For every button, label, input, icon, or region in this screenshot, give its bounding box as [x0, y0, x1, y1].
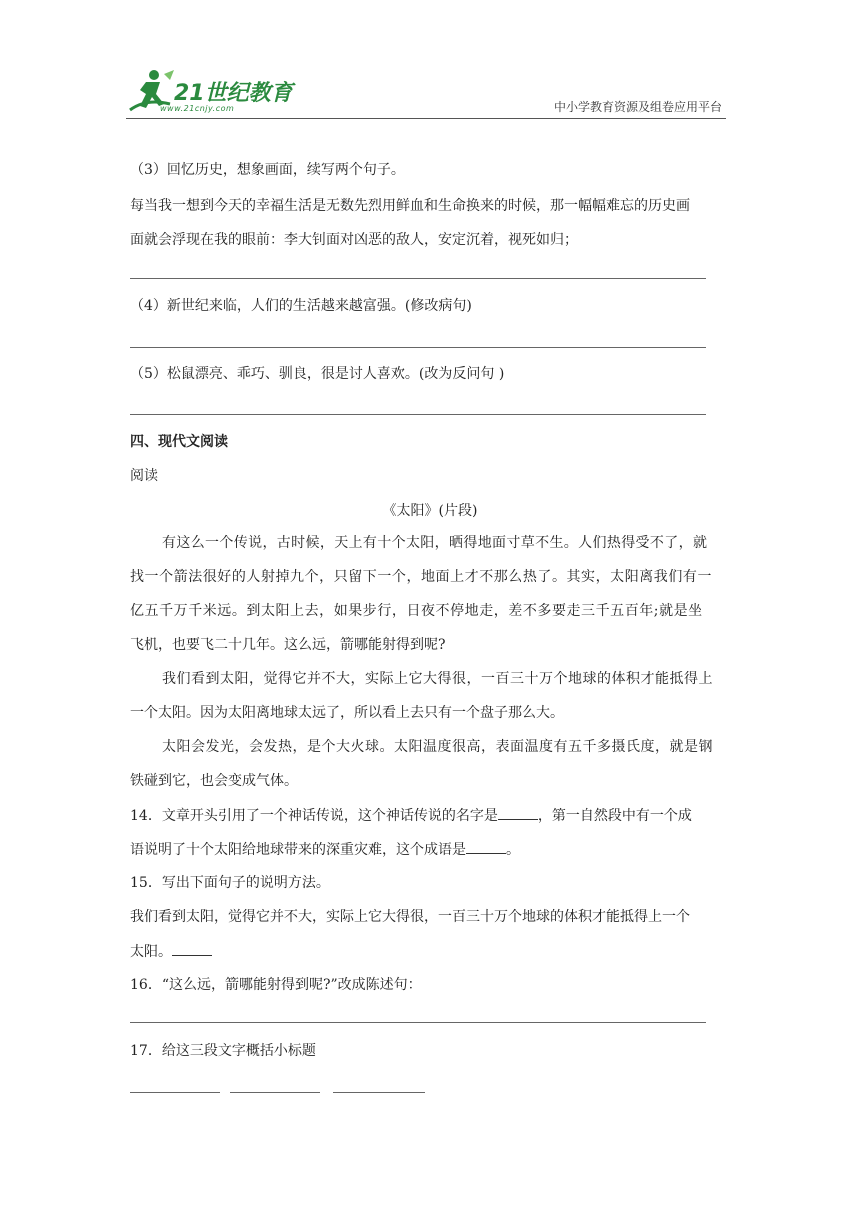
- q15-line2: [130, 941, 212, 962]
- q3-answer-line[interactable]: [130, 278, 706, 279]
- passage-p1-line: 找一个箭法很好的人射掉九个，只留下一个，地面上才不那么热了。其实，太阳离我们有一: [130, 569, 712, 585]
- q15-prompt: 15．写出下面句子的说明方法。: [130, 875, 330, 891]
- q16-answer-line[interactable]: [130, 1022, 706, 1023]
- q14-line2: [130, 839, 520, 860]
- passage-p2-line: 一个太阳。因为太阳离地球太远了，所以看上去只有一个盘子那么大。: [130, 705, 564, 721]
- q3-line2: 面就会浮现在我的眼前：李大钊面对凶恶的敌人，安定沉着，视死如归；: [130, 232, 578, 248]
- passage-p1-line: 有这么一个传说，古时候，天上有十个太阳，晒得地面寸草不生。人们热得受不了，就: [162, 535, 708, 551]
- q5-answer-line[interactable]: [130, 414, 706, 415]
- page-header: [126, 66, 726, 119]
- section-instruction: 阅读: [130, 468, 158, 484]
- passage-p3-line: 铁碰到它，也会变成气体。: [130, 773, 298, 789]
- q14-blank-1[interactable]: [498, 805, 538, 820]
- q15-line1: 我们看到太阳，觉得它并不大，实际上它大得很，一百三十万个地球的体积才能抵得上一个: [130, 909, 690, 925]
- logo-text: 21世纪教育: [174, 81, 293, 106]
- passage-p2-line: 我们看到太阳，觉得它并不大，实际上它大得很，一百三十万个地球的体积才能抵得上: [162, 671, 713, 687]
- q5-prompt: （5）松鼠漂亮、乖巧、驯良，很是讨人喜欢。(改为反问句 ): [130, 366, 505, 382]
- q15-blank[interactable]: [172, 941, 212, 956]
- section-heading: 四、现代文阅读: [130, 434, 228, 450]
- q4-answer-line[interactable]: [130, 347, 706, 348]
- q3-prompt: （3）回忆历史，想象画面，续写两个句子。: [130, 162, 405, 178]
- passage-p1-line: 亿五千万千米远。到太阳上去，如果步行，日夜不停地走，差不多要走三千五百年;就是坐: [130, 603, 703, 619]
- q4-prompt: （4）新世纪来临，人们的生活越来越富强。(修改病句): [130, 298, 472, 314]
- q15-text: 太阳。: [130, 944, 172, 960]
- passage-title: 《太阳》(片段): [382, 503, 478, 519]
- q17-answer-line-2[interactable]: [230, 1092, 320, 1093]
- q14-blank-2[interactable]: [466, 839, 506, 854]
- q14-text: ，第一自然段中有一个成: [537, 808, 692, 824]
- passage-p1-line: 飞机，也要飞二十几年。这么远，箭哪能射得到呢?: [130, 637, 446, 653]
- passage-p3-line: 太阳会发光，会发热，是个大火球。太阳温度很高，表面温度有五千多摄氏度，就是钢: [162, 739, 713, 755]
- logo-url: www.21cnjy.com: [160, 104, 235, 113]
- q14-text: 。: [506, 842, 520, 858]
- q16-prompt: 16．“这么远，箭哪能射得到呢?”改成陈述句：: [130, 977, 422, 993]
- logo: [126, 66, 306, 118]
- q3-line1: 每当我一想到今天的幸福生活是无数先烈用鲜血和生命换来的时候，那一幅幅难忘的历史画: [130, 198, 690, 214]
- q14-text: 14．文章开头引用了一个神话传说，这个神话传说的名字是: [130, 808, 498, 824]
- q14-line1: [130, 805, 692, 826]
- platform-label: 中小学教育资源及组卷应用平台: [553, 100, 722, 114]
- q17-answer-line-1[interactable]: [130, 1092, 220, 1093]
- q17-answer-line-3[interactable]: [333, 1092, 425, 1093]
- q17-prompt: 17．给这三段文字概括小标题: [130, 1043, 316, 1059]
- q14-text: 语说明了十个太阳给地球带来的深重灾难，这个成语是: [130, 842, 466, 858]
